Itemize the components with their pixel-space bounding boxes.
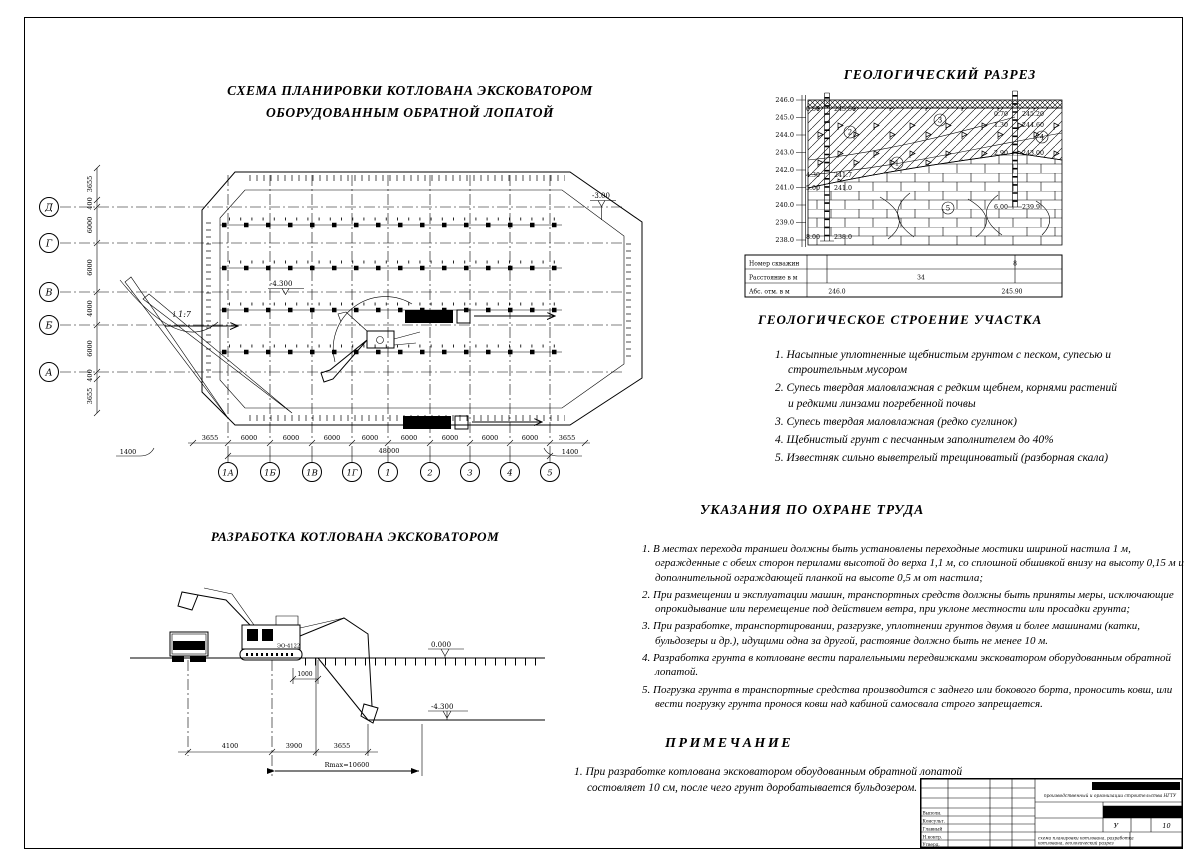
dim: 400 xyxy=(86,197,94,210)
dim: 6000 xyxy=(86,259,94,276)
note-item: 1. При разработке котлована эксковатором обоудованным обратной лопатой состовляет 10 см, после чего грунт доробатывается бульдозером. xyxy=(574,766,963,795)
axis-bubble: 5 xyxy=(547,468,553,479)
stamp-desc-line1: схема планировки котлована, разработка xyxy=(1038,835,1134,841)
bh-depth: 0.50 xyxy=(805,106,820,113)
dim: 1400 xyxy=(119,448,137,456)
plan-row-axis-bubbles xyxy=(40,198,59,382)
dim: 400 xyxy=(86,369,94,382)
bh-depth: 4.30 xyxy=(805,172,820,179)
table-row-label: Расстояние в м xyxy=(749,274,798,282)
axis-bubble: Б xyxy=(45,320,53,332)
axis-bubble: В xyxy=(45,287,53,299)
sheets-header: Листов xyxy=(1158,810,1175,815)
title-block xyxy=(920,778,1183,848)
strata-title: ГЕОЛОГИЧЕСКОЕ СТРОЕНИЕ УЧАСТКА xyxy=(758,312,1043,327)
axis-bubble: 1А xyxy=(222,468,234,479)
dim: 4100 xyxy=(221,742,239,750)
table-value: 246.0 xyxy=(828,288,846,296)
radius-dim: Rmax=10600 xyxy=(324,761,370,769)
dim: 3655 xyxy=(86,387,94,405)
elev-tick: 240.0 xyxy=(775,201,794,209)
excavator-label: ЭО-4122 xyxy=(277,643,301,650)
bh-elev: 244.60 xyxy=(1022,122,1045,129)
bh-depth: 8.00 xyxy=(805,234,820,241)
plan-bottom-dimensions xyxy=(116,434,590,459)
machine-label-1-text: ЭО-4122 xyxy=(413,313,445,321)
axis-bubble: 1В xyxy=(306,468,318,479)
dim: 3655 xyxy=(333,742,351,750)
plan-column-grid xyxy=(228,175,550,438)
bh-depth: 2.90 xyxy=(993,150,1008,157)
strata-item: 2. Супесь твердая маловлажная с редким щебнем, корнями растений и редкими линзами погребенной почвы xyxy=(775,382,1117,410)
strata-item: 5. Известняк сильно выветрелый трещиноватый (разборная скала) xyxy=(775,452,1109,465)
strata-item: 1. Насыпные уплотненные щебнистым грунтом с песком, супесью и строительным мусором xyxy=(775,349,1112,377)
plan-bottom-elevation: -4.300 xyxy=(270,280,293,288)
stamp-description xyxy=(1038,836,1134,846)
stamp-row-label: Утверд. xyxy=(922,843,940,848)
dim: 3655 xyxy=(201,434,219,442)
axis-bubble: А xyxy=(45,367,53,379)
elev-tick: 244.0 xyxy=(775,131,794,139)
elev-tick: 239.0 xyxy=(775,218,794,227)
layer-num: 2 xyxy=(847,128,853,137)
excavation-plan-drawing xyxy=(30,150,675,515)
bh-depth: 5.00 xyxy=(805,185,820,192)
bottom-elevation: -4.300 xyxy=(431,703,454,711)
stamp-stage-block xyxy=(1103,806,1182,830)
machine-label-2-text: ЭО-4122 xyxy=(411,419,443,427)
axis-bubble: 4 xyxy=(507,468,513,479)
dim: 6000 xyxy=(481,434,499,442)
elev-tick: 242.0 xyxy=(775,166,794,174)
dim: 6000 xyxy=(240,434,258,442)
ramp-slope-label: i 1:7 xyxy=(173,310,191,319)
safety-item: 1. В местах перехода траншеи должны быть установлены переходные мостики шириной настила 1 м, огражденные с обеих сторон перилами высотой до верха 1,1 м, со сплошной обшивкой внизу на высоту 0,15 м и дополнительной ограждающей планкой на высоте 0,5 м от настила; xyxy=(642,543,1184,584)
bh-depth: 6.00 xyxy=(993,204,1008,211)
bh-elev: 239.9 xyxy=(1022,204,1041,211)
ground-profile xyxy=(130,658,545,720)
axis-bubble: 3 xyxy=(467,468,473,479)
bh-elev: 238.0 xyxy=(834,234,853,241)
layer-num: 3 xyxy=(937,116,943,125)
layer-num: 4 xyxy=(1039,133,1045,142)
axis-bubble: 1Б xyxy=(264,468,276,479)
axis-bubble: Г xyxy=(45,238,53,250)
bh-elev: 245.50 xyxy=(834,106,857,113)
plan-title-line2: ОБОРУДОВАННЫМ ОБРАТНОЙ ЛОПАТОЙ xyxy=(266,105,554,120)
axis-bubble: 2 xyxy=(427,468,433,479)
excavation-development-drawing xyxy=(120,548,620,793)
zero-elevation: 0.000 xyxy=(431,641,452,649)
safety-item: 4. Разработка грунта в котловане вести паралельными передвижками эксковатором оборудованным обратной лопатой. xyxy=(642,652,1172,679)
axis-bubble: Д xyxy=(45,202,53,214)
stamp-row-label: Главный xyxy=(922,827,943,833)
dim: 3900 xyxy=(285,742,303,750)
safety-item: 5. Погрузка грунта в транспортные средства производится с заднего или бокового борта, проносить ковш, или вести погрузку грунта пронося ковш над кабиной самосвала строго запрещается. xyxy=(642,683,1173,710)
stamp-row-labels xyxy=(923,812,946,849)
stamp-row-label: Н.контр. xyxy=(922,835,943,841)
dim: 4000 xyxy=(86,300,94,317)
truck-label: КрАЗ-256 xyxy=(175,644,203,650)
bh-depth: 1.30 xyxy=(993,122,1008,129)
bh-depth: 0.70 xyxy=(993,111,1008,118)
stamp-row-label: Консульт. xyxy=(922,819,946,825)
dim: 3655 xyxy=(86,175,94,193)
table-row-label: Номер скважин xyxy=(749,260,800,268)
redacted-project-name xyxy=(1092,782,1180,790)
layer-num: 1 xyxy=(894,159,900,168)
plan-edge-elevation: -3.00 xyxy=(592,192,610,200)
dim: 1400 xyxy=(561,448,579,456)
geo-section-title: ГЕОЛОГИЧЕСКИЙ РАЗРЕЗ xyxy=(843,67,1037,82)
strata-item: 4. Щебнистый грунт с песчанным заполнителем до 40% xyxy=(775,433,1054,446)
bh-elev: 243.00 xyxy=(1022,150,1045,157)
safety-item: 2. При размещении и эксплуатации машин, транспортных средств должны быть приняты меры, исключающие опрокидывание или перемещение под действием ветра, при уклоне местности или просадки грунта; xyxy=(642,588,1174,616)
layer-num: 5 xyxy=(945,204,951,213)
stage-header: Стадия xyxy=(1109,810,1125,815)
axis-bubble: 1 xyxy=(385,468,391,479)
stamp-org-caption: производственный и организации строительства НГТУ xyxy=(1043,794,1177,799)
safety-item: 3. При разработке, транспортировании, разгрузке, уплотнении грунтов двумя и более машинами (катки, бульдозеры и др.), идущими одна за другой, растояние должно быть не менее 10 м. xyxy=(642,620,1140,647)
geological-section-drawing xyxy=(740,65,1072,305)
table-row-label: Абс. отм. в м xyxy=(749,288,790,296)
elev-tick: 238.0 xyxy=(775,236,794,244)
bh-elev: 245.20 xyxy=(1022,111,1045,118)
sheet-header: Лист xyxy=(1135,810,1147,815)
note-title: ПРИМЕЧАНИЕ xyxy=(665,736,794,751)
borehole-table xyxy=(745,255,1062,297)
bh-elev: 241.7 xyxy=(834,172,853,179)
safety-title: УКАЗАНИЯ ПО ОХРАНЕ ТРУДА xyxy=(700,502,925,517)
plan-title xyxy=(170,80,650,124)
plan-total-dim: 48000 xyxy=(378,447,400,455)
slope-hatch-right xyxy=(626,240,631,360)
dim: 6000 xyxy=(86,216,94,234)
dev-elevations xyxy=(428,641,468,720)
strata-list xyxy=(775,348,1125,469)
note-list xyxy=(574,764,974,799)
stamp-row-label: Выполн. xyxy=(922,811,942,817)
development-title: РАЗРАБОТКА КОТЛОВАНА ЭКСКОВАТОРОМ xyxy=(210,529,500,544)
table-value: 245.90 xyxy=(1001,288,1023,296)
slope-hatch-top xyxy=(245,175,565,181)
plan-left-dimensions xyxy=(86,165,100,416)
strata-item: 3. Супесь твердая маловлажная (редко суглинок) xyxy=(775,415,1017,428)
geo-elevation-scale xyxy=(775,95,806,247)
stamp-desc-line2: котлована, геологический разрез xyxy=(1038,840,1114,846)
elev-tick: 245.0 xyxy=(775,113,794,122)
table-value: 34 xyxy=(917,274,925,282)
safety-list xyxy=(642,542,1194,714)
dev-dimensions xyxy=(178,742,419,771)
axis-bubble: 1Г xyxy=(346,468,358,479)
dim: 6000 xyxy=(441,434,459,442)
dim: 3655 xyxy=(558,434,576,442)
bh-elev: 241.0 xyxy=(834,185,853,192)
dim: 6000 xyxy=(86,340,94,357)
elev-tick: 243.0 xyxy=(775,148,794,157)
pit-outline xyxy=(202,172,642,425)
dim: 6000 xyxy=(521,434,539,442)
dim: 1000 xyxy=(297,671,313,678)
elev-tick: 246.0 xyxy=(775,96,794,104)
table-value: 8 xyxy=(1013,260,1017,268)
sheets-value: 10 xyxy=(1162,822,1171,830)
slope-hatch-left xyxy=(206,220,211,378)
elev-tick: 241.0 xyxy=(775,183,794,192)
dim: 6000 xyxy=(282,434,300,442)
stage-value: У xyxy=(1113,822,1119,830)
plan-title-line1: СХЕМА ПЛАНИРОВКИ КОТЛОВАНА ЭКСКОВАТОРОМ xyxy=(227,83,593,98)
dim: 6000 xyxy=(323,434,341,442)
dim: 6000 xyxy=(361,434,379,442)
dim: 6000 xyxy=(400,434,418,442)
